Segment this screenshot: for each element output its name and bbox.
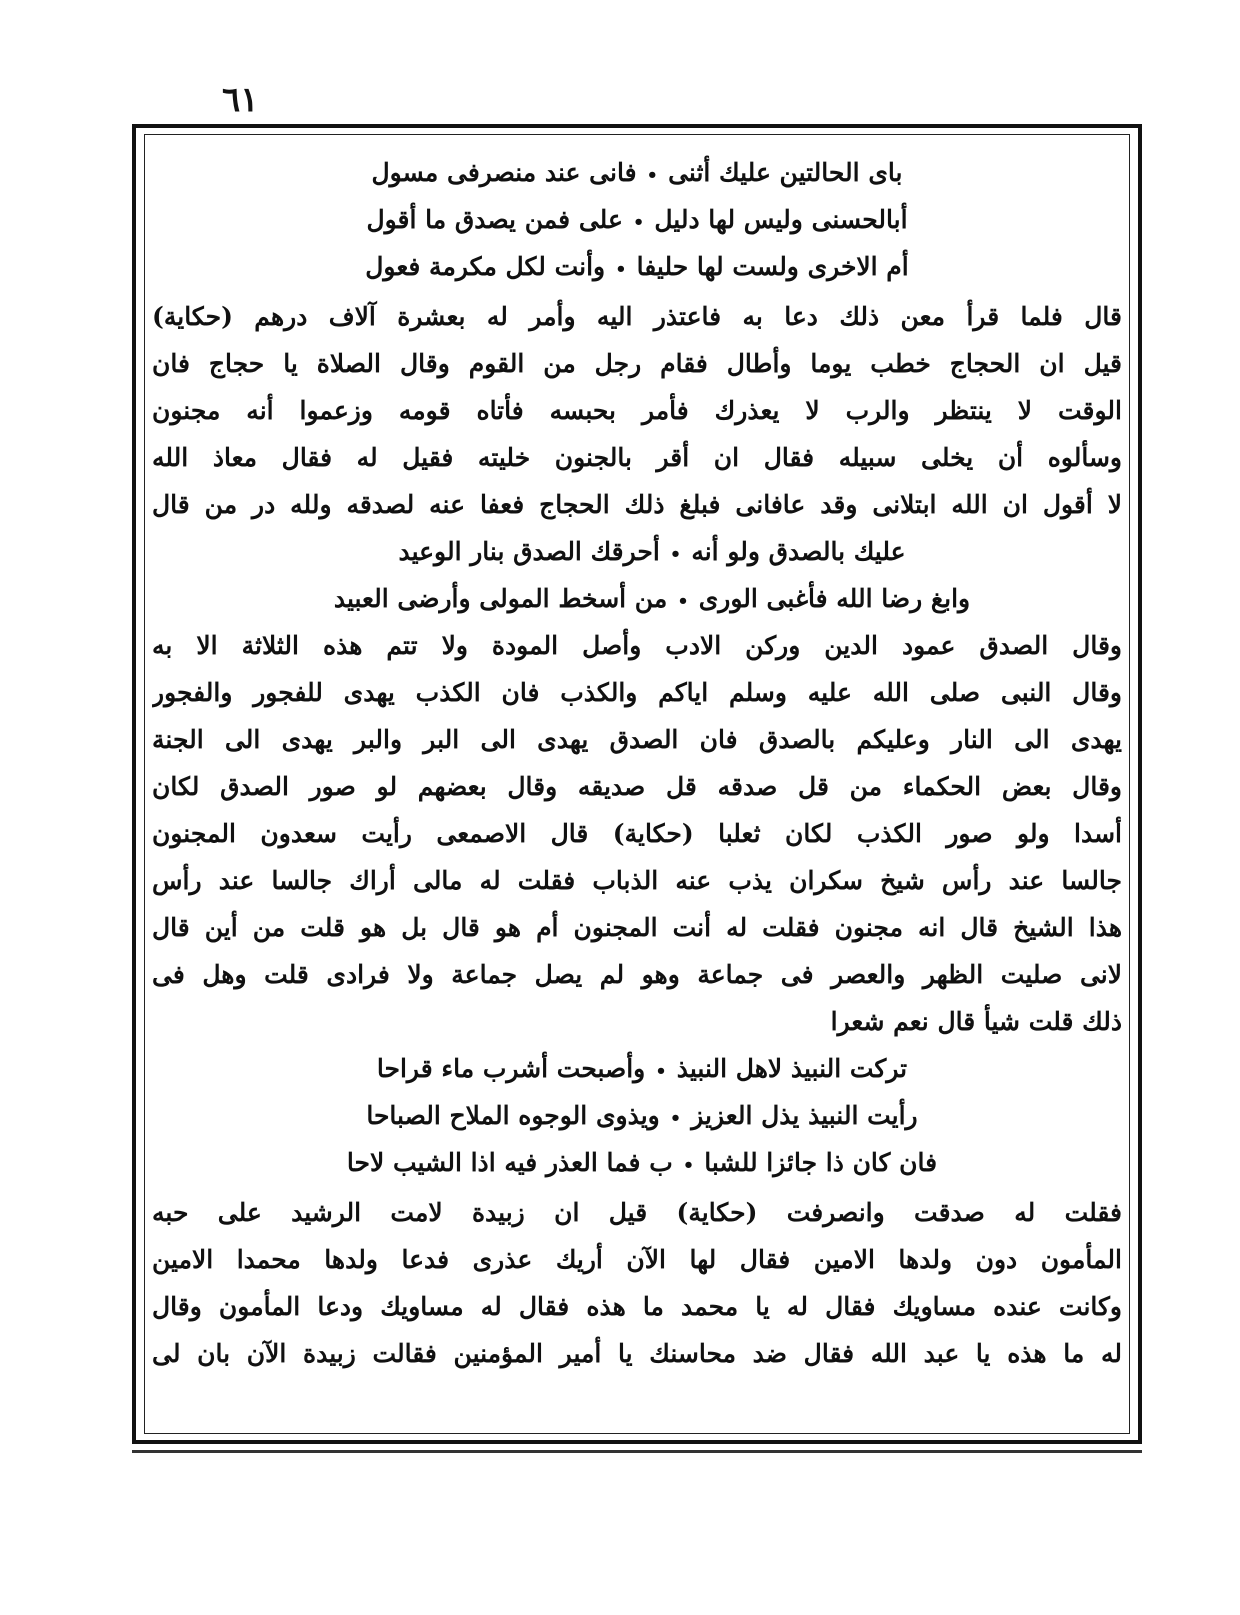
verse-line	[282, 529, 1022, 575]
text-line: لا أقول ان الله ابتلانى وقد عافانى فبلغ ذلك الحجاج فعفا عنه لصدقه ولله در من قال	[152, 490, 1122, 519]
verse-separator: •	[615, 259, 627, 280]
verse-hemistich-right: رأيت النبيذ يذل العزيز	[691, 1101, 918, 1130]
verse-hemistich-left: من أسخط المولى وأرضى العبيد	[333, 584, 668, 613]
text-line: وقال بعض الحكماء من قل صدقه قل صديقه وقال بعضهم لو صور الصدق لكان	[152, 772, 1122, 801]
verse-hemistich-left: وأنت لكل مكرمة فعول	[365, 252, 606, 281]
verse-hemistich-right: أبالحسنى وليس لها دليل	[654, 205, 908, 234]
text-line: جالسا عند رأس شيخ سكران يذب عنه الذباب فقلت له مالى أراك جالسا عند رأس	[152, 866, 1122, 895]
text-block	[152, 150, 1122, 1425]
text-line: وكانت عنده مساويك فقال له يا محمد ما هذه فقال له مساويك ودعا المأمون وقال	[152, 1292, 1122, 1321]
verse-line	[292, 1046, 992, 1092]
verse-line	[272, 197, 1002, 243]
verse-hemistich-left: ب فما العذر فيه اذا الشيب لاحا	[346, 1148, 673, 1177]
text-line: يهدى الى النار وعليكم بالصدق فان الصدق يهدى الى البر والبر يهدى الى الجنة	[152, 725, 1122, 754]
bottom-rule	[132, 1450, 1142, 1453]
verse-separator: •	[655, 1061, 667, 1082]
verse-hemistich-right: عليك بالصدق ولو أنه	[691, 537, 906, 566]
verse-hemistich-left: على فمن يصدق ما أقول	[366, 205, 623, 234]
text-line: الوقت لا ينتظر والرب لا يعذرك فأمر بحبسه فأتاه قومه وزعموا أنه مجنون	[152, 396, 1122, 425]
verse-separator: •	[669, 544, 682, 565]
verse-hemistich-left: أحرقك الصدق بنار الوعيد	[398, 537, 660, 566]
verse-line	[272, 244, 1002, 290]
text-line: قال فلما قرأ معن ذلك دعا به فاعتذر اليه وأمر له بعشرة آلاف درهم (حكاية)	[152, 302, 1122, 331]
verse-hemistich-left: فانى عند منصرفى مسول	[371, 158, 637, 187]
verse-hemistich-right: تركت النبيذ لاهل النبيذ	[676, 1054, 908, 1083]
verse-line	[272, 150, 1002, 196]
verse-separator: •	[632, 212, 645, 233]
text-line: قيل ان الحجاج خطب يوما وأطال فقام رجل من القوم وقال الصلاة يا حجاج فان	[152, 349, 1122, 378]
verse-line	[282, 576, 1022, 622]
verse-line	[292, 1093, 992, 1139]
verse-hemistich-left: وأصبحت أشرب ماء قراحا	[376, 1054, 646, 1083]
text-line: ذلك قلت شيأ قال نعم شعرا	[830, 1007, 1122, 1036]
verse-separator: •	[677, 591, 689, 612]
text-line: وقال النبى صلى الله عليه وسلم اياكم والكذب فان الكذب يهدى للفجور والفجور	[152, 678, 1122, 707]
verse-hemistich-right: باى الحالتين عليك أثنى	[668, 158, 903, 187]
verse-hemistich-right: فان كان ذا جائزا للشبا	[704, 1148, 938, 1177]
text-line: هذا الشيخ قال انه مجنون فقلت له أنت المجنون أم هو قال بل هو قلت من أين قال	[152, 913, 1122, 942]
text-line: أسدا ولو صور الكذب لكان ثعلبا (حكاية) قال الاصمعى رأيت سعدون المجنون	[152, 819, 1122, 848]
text-line: وسألوه أن يخلى سبيله فقال ان أقر بالجنون خليته فقيل له فقال معاذ الله	[152, 443, 1122, 472]
verse-hemistich-right: أم الاخرى ولست لها حليفا	[636, 252, 909, 281]
page-number: ٦١	[222, 80, 259, 120]
text-line: المأمون دون ولدها الامين فقال لها الآن أريك عذرى فدعا ولدها محمدا الامين	[152, 1245, 1122, 1274]
text-line: له ما هذه يا عبد الله فقال ضد محاسنك يا أمير المؤمنين فقالت زبيدة الآن بان لى	[152, 1339, 1122, 1368]
verse-separator: •	[682, 1155, 695, 1176]
verse-separator: •	[669, 1108, 682, 1129]
text-line: فقلت له صدقت وانصرفت (حكاية) قيل ان زبيدة لامت الرشيد على حبه	[152, 1198, 1122, 1227]
verse-hemistich-left: ويذوى الوجوه الملاح الصباحا	[366, 1101, 660, 1130]
text-line: وقال الصدق عمود الدين وركن الادب وأصل المودة ولا تتم هذه الثلاثة الا به	[152, 631, 1122, 660]
verse-hemistich-right: وابغ رضا الله فأغبى الورى	[698, 584, 971, 613]
verse-line	[292, 1140, 992, 1186]
text-line: لانى صليت الظهر والعصر فى جماعة وهو لم يصل جماعة ولا فرادى قلت وهل فى	[152, 960, 1122, 989]
verse-separator: •	[646, 165, 659, 186]
